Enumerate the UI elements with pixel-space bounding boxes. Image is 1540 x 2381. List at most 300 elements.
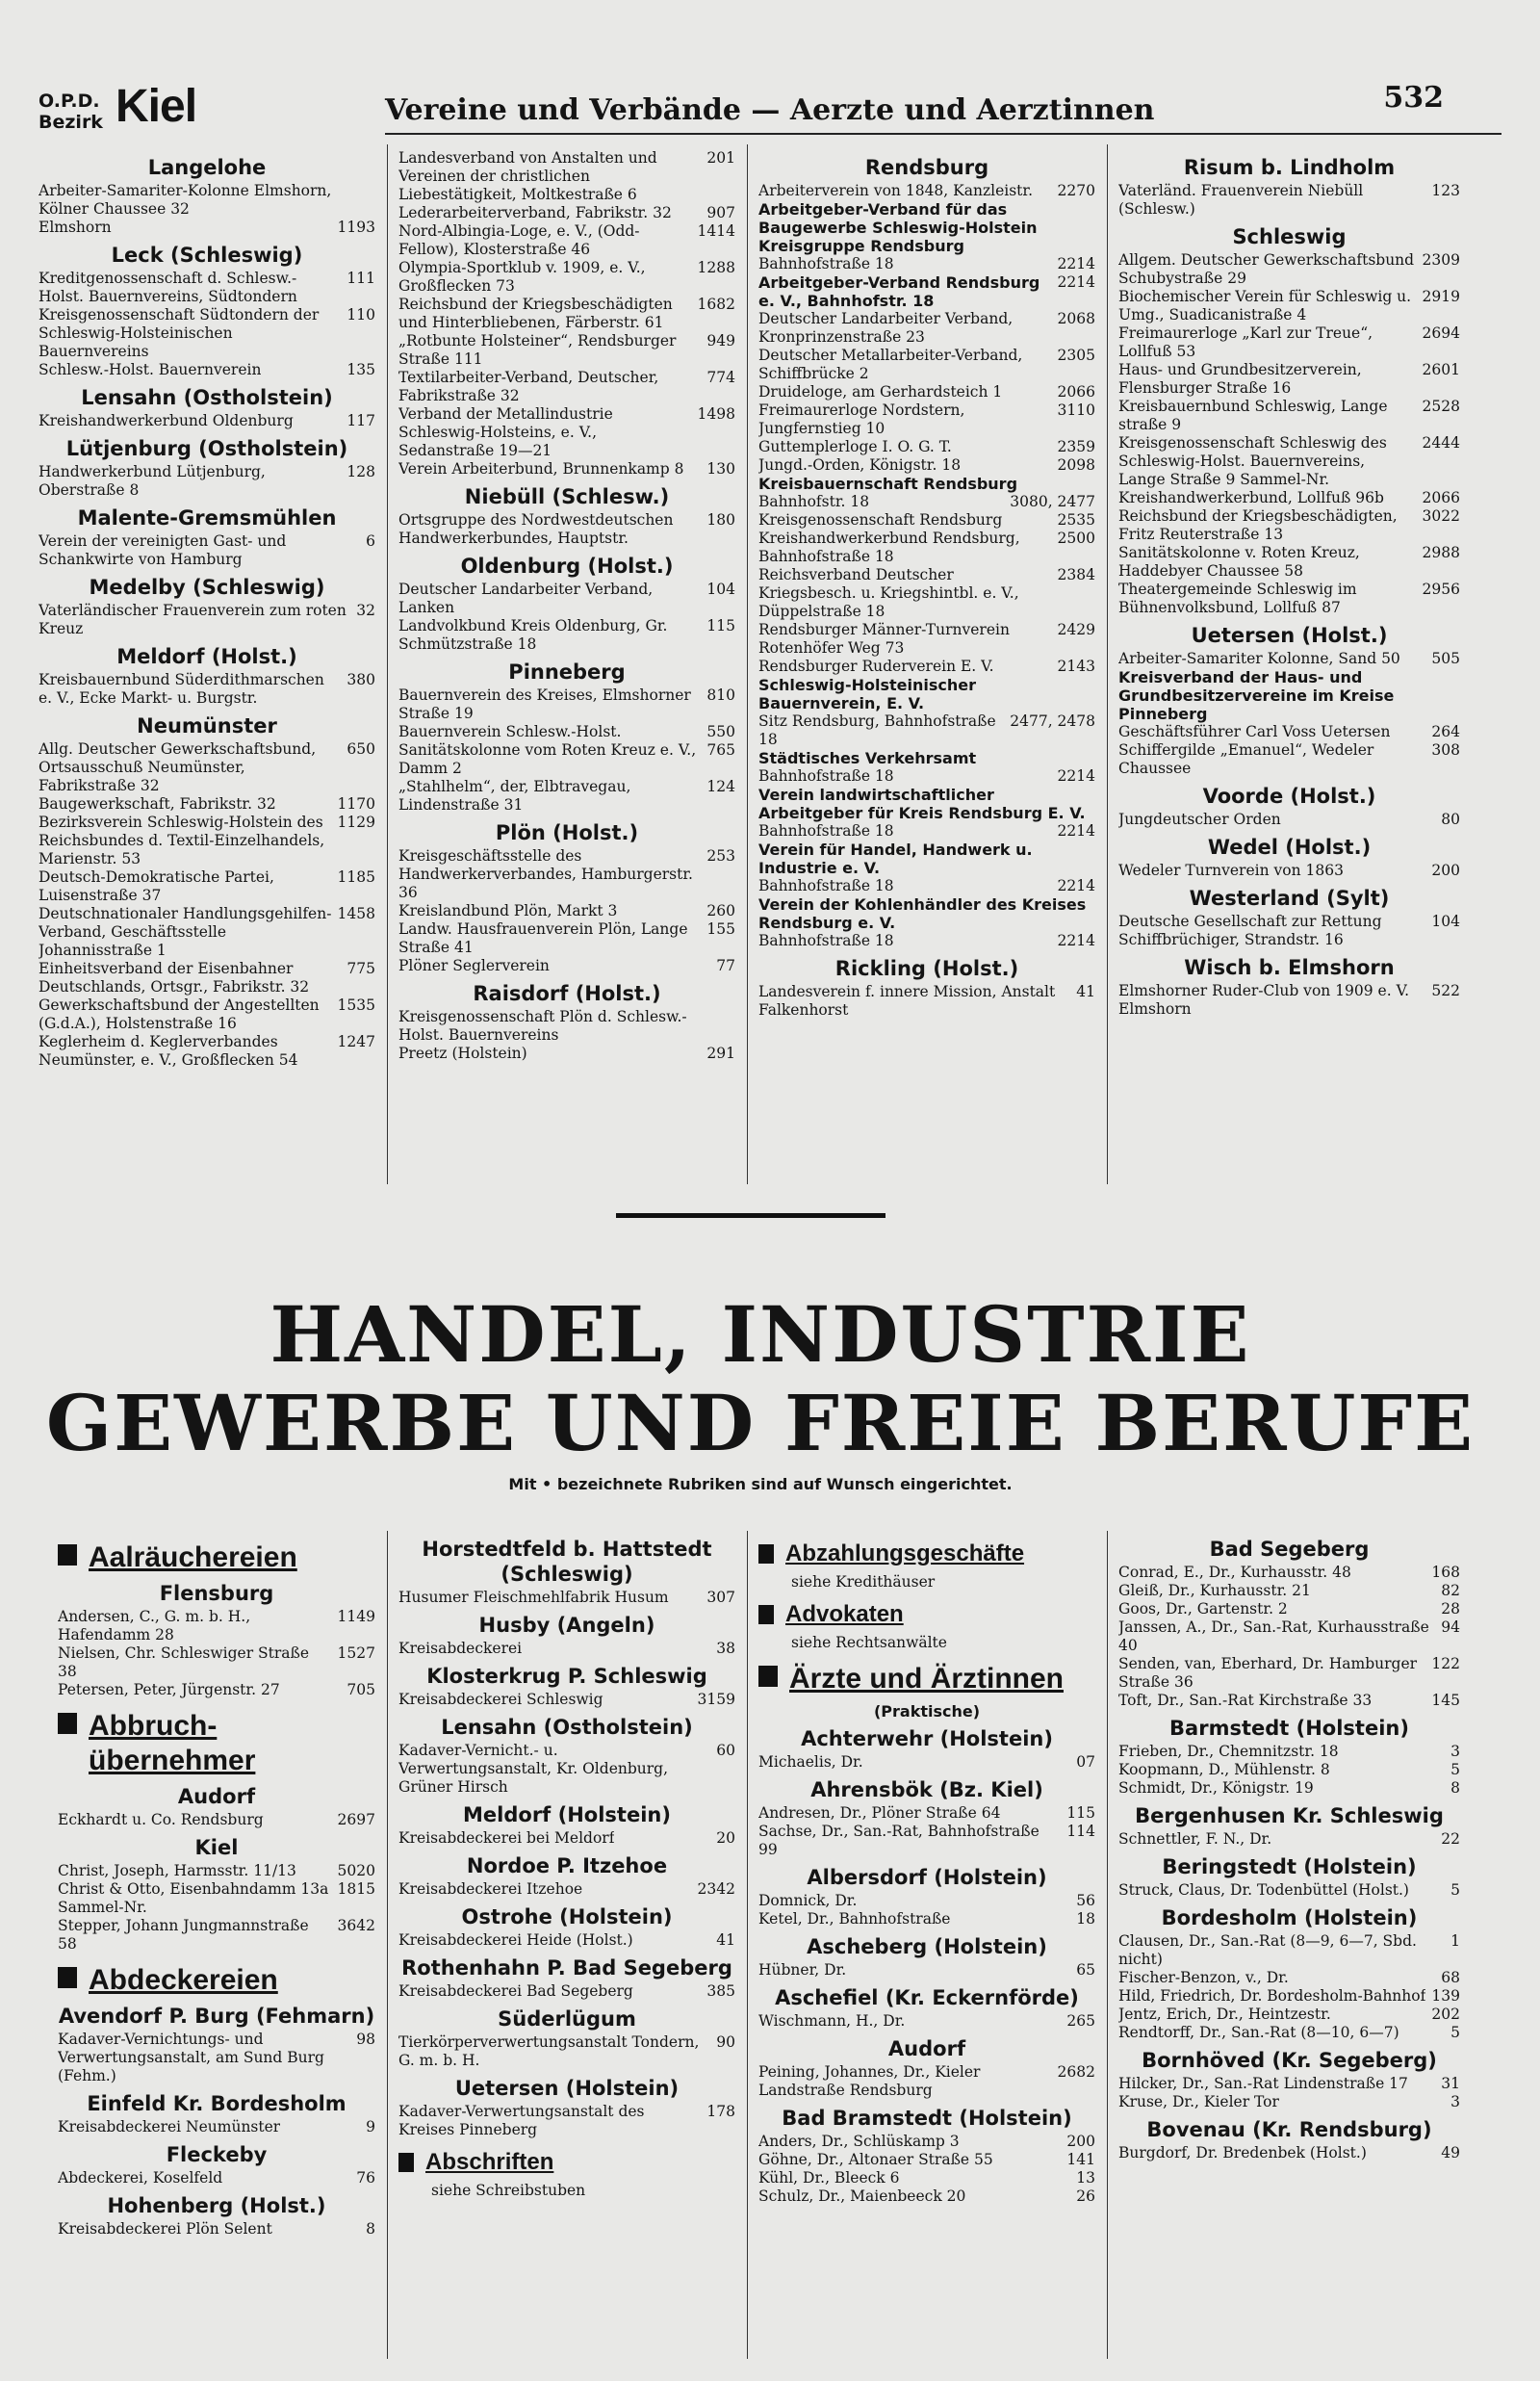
entry-name: Gewerkschaftsbund der Angestellten (G.d.A.), Holstenstraße 16	[38, 996, 320, 1032]
directory-entry	[758, 2063, 1095, 2100]
entry-name: Verein landwirtschaftlicher Arbeitgeber für Kreis Rendsburg E. V.	[758, 786, 1086, 822]
entry-number: 3022	[1422, 507, 1460, 525]
entry-number: 8	[366, 2220, 375, 2238]
directory-page	[38, 58, 1482, 2368]
entry-name: Deutsch-Demokratische Partei, Luisenstraße 37	[38, 868, 274, 904]
entry-name: Kreisgeschäftsstelle des Handwerkerverbandes, Hamburgerstr. 36	[398, 847, 693, 901]
place-heading: Klosterkrug P. Schleswig	[426, 1665, 707, 1688]
entry-name: Kreisabdeckerei Plön Selent	[58, 2220, 272, 2238]
entry-number: 135	[346, 361, 375, 378]
entry-number: 5	[1450, 2024, 1460, 2041]
entry-number: 5	[1450, 1881, 1460, 1899]
entry-name: Preetz (Holstein)	[398, 1045, 527, 1062]
entry-number: 111	[346, 270, 375, 287]
category-heading	[58, 1709, 375, 1778]
directory-entry	[398, 1742, 735, 1797]
entry-number: 2098	[1057, 456, 1095, 474]
directory-entry	[58, 1644, 375, 1681]
entry-name: Kreisbauernbund Schleswig, Lange straße 9	[1118, 398, 1388, 433]
entry-name: Janssen, A., Dr., San.-Rat, Kurhausstraße 40	[1118, 1618, 1429, 1654]
entry-number: 1170	[337, 795, 375, 813]
directory-entry	[1118, 1969, 1460, 1987]
bold-entry	[758, 273, 1095, 310]
entry-name: Clausen, Dr., San.-Rat (8—9, 6—7, Sbd. nicht)	[1118, 1932, 1417, 1968]
directory-entry	[38, 740, 375, 795]
directory-entry	[38, 270, 375, 306]
entry-number: 2477, 2478	[1010, 712, 1095, 730]
directory-entry	[58, 1681, 375, 1699]
directory-entry	[758, 182, 1095, 200]
entry-number: 82	[1441, 1582, 1460, 1599]
entry-name: Vaterländ. Frauenverein Niebüll (Schlesw.)	[1118, 182, 1364, 218]
entry-number: 41	[1076, 983, 1095, 1000]
category-heading	[58, 1963, 375, 1998]
entry-number: 115	[706, 617, 735, 634]
bullet-square-icon	[58, 1544, 77, 1566]
category-subtitle: (Praktische)	[873, 1702, 981, 1721]
entry-name: Deutscher Metallarbeiter-Verband, Schiffbrücke 2	[758, 347, 1023, 382]
entry-name: Kreditgenossenschaft d. Schlesw.-Holst. Bauernvereins, Südtondern	[38, 270, 297, 305]
entry-number: 1247	[337, 1033, 375, 1050]
entry-name: Haus- und Grundbesitzerverein, Flensburger Straße 16	[1118, 361, 1362, 397]
directory-entry	[398, 741, 735, 778]
directory-entry	[1118, 489, 1460, 507]
directory-entry	[398, 204, 735, 222]
directory-entry	[758, 1892, 1095, 1910]
section-divider-bar	[616, 1213, 886, 1218]
place-heading: Ahrensbök (Bz. Kiel)	[810, 1778, 1043, 1801]
entry-name: Kadaver-Verwertungsanstalt des Kreises Pinneberg	[398, 2103, 645, 2138]
directory-entry	[758, 2169, 1095, 2187]
entry-number: 68	[1441, 1969, 1460, 1986]
entry-number: 650	[346, 740, 375, 758]
directory-entry	[1118, 1564, 1460, 1582]
place-heading: Aschefiel (Kr. Eckernförde)	[775, 1986, 1079, 2009]
entry-name: Landesverband von Anstalten und Vereinen der christlichen Liebestätigkeit, Moltkestraße 6	[398, 149, 657, 203]
directory-entry	[1118, 1582, 1460, 1600]
place-heading: Bergenhusen Kr. Schleswig	[1135, 1804, 1444, 1827]
place-heading: Bad Bramstedt (Holstein)	[782, 2107, 1072, 2130]
category-heading	[758, 1662, 1095, 1696]
entry-name: Schnettler, F. N., Dr.	[1118, 1830, 1272, 1848]
place-heading: Leck (Schleswig)	[111, 244, 303, 267]
entry-name: Wedeler Turnverein von 1863	[1118, 862, 1344, 879]
entry-number: 550	[706, 723, 735, 740]
directory-entry	[398, 460, 735, 479]
directory-entry	[758, 822, 1095, 841]
entry-name: Handwerkerbund Lütjenburg, Oberstraße 8	[38, 463, 266, 499]
entry-number: 522	[1431, 982, 1460, 999]
entry-name: Kreisgenossenschaft Plön d. Schlesw.-Holst. Bauernvereins	[398, 1008, 687, 1044]
entry-name: Kreisabdeckerei Schleswig	[398, 1691, 603, 1708]
entry-name: Bauernverein des Kreises, Elmshorner Straße 19	[398, 686, 691, 722]
place-heading: Meldorf (Holst.)	[116, 645, 297, 668]
entry-name: Verein der Kohlenhändler des Kreises Rendsburg e. V.	[758, 895, 1087, 932]
entry-name: Arbeiter-Samariter Kolonne, Sand 50	[1118, 650, 1400, 667]
entry-number: 56	[1076, 1892, 1095, 1909]
bold-entry	[1118, 668, 1460, 723]
entry-name: Keglerheim d. Keglerverbandes Neumünster, e. V., Großflecken 54	[38, 1033, 298, 1069]
entry-name: Deutsche Gesellschaft zur Rettung Schiffbrüchiger, Strandstr. 16	[1118, 913, 1382, 948]
entry-name: Textilarbeiter-Verband, Deutscher, Fabrikstraße 32	[398, 369, 659, 404]
place-heading: Langelohe	[147, 156, 267, 179]
entry-name: Freimaurerloge „Karl zur Treue“, Lollfuß 53	[1118, 324, 1373, 360]
directory-entry	[398, 1008, 735, 1045]
directory-entry	[38, 361, 375, 379]
directory-entry	[38, 671, 375, 708]
entry-name: Deutscher Landarbeiter Verband, Lanken	[398, 581, 654, 616]
place-heading: Albersdorf (Holstein)	[807, 1866, 1047, 1889]
directory-entry	[398, 617, 735, 654]
entry-name: Arbeitgeber-Verband Rendsburg e. V., Bahnhofstr. 18	[758, 273, 1040, 310]
entry-number: 260	[706, 902, 735, 919]
entry-name: Michaelis, Dr.	[758, 1753, 863, 1771]
directory-entry	[758, 255, 1095, 273]
directory-entry	[38, 795, 375, 814]
entry-number: 201	[706, 149, 735, 167]
bold-entry	[758, 475, 1095, 493]
directory-entry	[398, 511, 735, 548]
directory-entry	[38, 868, 375, 905]
directory-entry	[1118, 1932, 1460, 1969]
entry-name: Fischer-Benzon, v., Dr.	[1118, 1969, 1289, 1986]
entry-number: 26	[1076, 2187, 1095, 2205]
page-number: 532	[1383, 81, 1444, 115]
directory-entry	[398, 723, 735, 741]
section-note: Mit • bezeichnete Rubriken sind auf Wunsch eingerichtet.	[508, 1475, 1013, 1493]
entry-name: Stepper, Johann Jungmannstraße 58	[58, 1917, 309, 1953]
bold-entry	[758, 676, 1095, 712]
entry-name: Reichsbund der Kriegsbeschädigten, Fritz Reuterstraße 13	[1118, 507, 1398, 543]
entry-number: 1815	[337, 1880, 375, 1898]
place-heading: Medelby (Schleswig)	[89, 576, 325, 599]
entry-number: 2068	[1057, 310, 1095, 327]
directory-entry	[38, 532, 375, 569]
place-heading: Ascheberg (Holstein)	[807, 1935, 1047, 1958]
directory-entry	[398, 149, 735, 204]
entry-name: Hübner, Dr.	[758, 1961, 847, 1979]
place-heading: Kiel	[194, 1836, 239, 1859]
entry-number: 110	[346, 306, 375, 324]
directory-entry	[758, 401, 1095, 438]
directory-entry	[758, 658, 1095, 676]
entry-name: Kadaver-Vernichtungs- und Verwertungsanstalt, am Sund Burg (Fehm.)	[58, 2031, 324, 2084]
directory-entry	[1118, 1618, 1460, 1655]
bullet-square-icon	[58, 1713, 77, 1734]
entry-name: Arbeiter-Samariter-Kolonne Elmshorn, Kölner Chaussee 32	[38, 182, 332, 218]
directory-entry	[398, 1640, 735, 1658]
entry-number: 1185	[337, 868, 375, 886]
entry-name: Kreisabdeckerei Itzehoe	[398, 1880, 583, 1898]
entry-number: 07	[1076, 1753, 1095, 1771]
entry-number: 1	[1450, 1932, 1460, 1950]
entry-name: Kreishandwerkerbund Rendsburg, Bahnhofstraße 18	[758, 530, 1020, 565]
entry-number: 145	[1431, 1692, 1460, 1709]
entry-number: 3642	[337, 1917, 375, 1934]
directory-entry	[1118, 2144, 1460, 2162]
entry-name: Gleiß, Dr., Kurhausstr. 21	[1118, 1582, 1311, 1599]
bullet-square-icon	[398, 2153, 414, 2172]
entry-name: Lederarbeiterverband, Fabrikstr. 32	[398, 204, 672, 221]
entry-name: Tierkörperverwertungsanstalt Tondern, G. m. b. H.	[398, 2033, 700, 2069]
place-heading: Bornhöved (Kr. Segeberg)	[1142, 2049, 1437, 2072]
place-heading: Niebüll (Schlesw.)	[464, 485, 670, 508]
directory-entry	[758, 877, 1095, 895]
entry-name: Geschäftsführer Carl Voss Uetersen	[1118, 723, 1391, 740]
directory-entry	[758, 530, 1095, 566]
entry-number: 1527	[337, 1644, 375, 1662]
entry-name: Husumer Fleischmehlfabrik Husum	[398, 1589, 669, 1606]
directory-entry	[1118, 723, 1460, 741]
directory-entry	[38, 1033, 375, 1070]
entry-name: Bezirksverein Schleswig-Holstein des Reichsbundes d. Textil-Einzelhandels, Marienstr. 53	[38, 814, 325, 867]
entry-number: 2535	[1057, 511, 1095, 529]
entry-name: Toft, Dr., San.-Rat Kirchstraße 33	[1118, 1692, 1373, 1709]
place-heading: Audorf	[887, 2037, 966, 2060]
directory-entry	[398, 1829, 735, 1848]
entry-number: 1193	[337, 219, 375, 236]
entry-number: 2214	[1057, 767, 1095, 785]
category-label: Aalräuchereien	[89, 1541, 297, 1573]
entry-name: Verband der Metallindustrie Schleswig-Holsteins, e. V., Sedanstraße 19—21	[398, 405, 613, 459]
entry-number: 13	[1076, 2169, 1095, 2187]
bold-entry	[758, 749, 1095, 767]
place-heading: Nordoe P. Itzehoe	[466, 1854, 668, 1877]
directory-entry	[1118, 434, 1460, 489]
place-heading: Fleckeby	[166, 2143, 268, 2166]
entry-name: Schmidt, Dr., Königstr. 19	[1118, 1779, 1314, 1797]
directory-entry	[398, 1982, 735, 2001]
directory-entry	[758, 932, 1095, 950]
directory-entry	[758, 456, 1095, 475]
see-reference: siehe Rechtsanwälte	[791, 1634, 947, 1651]
column-divider	[747, 1531, 748, 2359]
directory-entry	[38, 814, 375, 868]
entry-number: 9	[366, 2118, 375, 2135]
place-heading: Risum b. Lindholm	[1183, 156, 1396, 179]
directory-entry	[758, 347, 1095, 383]
place-heading: Süderlügum	[498, 2007, 636, 2031]
bold-entry	[758, 200, 1095, 255]
directory-entry	[758, 1804, 1095, 1823]
place-heading: Plön (Holst.)	[495, 821, 639, 844]
entry-name: Ortsgruppe des Nordwestdeutschen Handwerkerbundes, Hauptstr.	[398, 511, 674, 547]
directory-entry	[758, 310, 1095, 347]
entry-number: 38	[716, 1640, 735, 1657]
entry-name: Verein für Handel, Handwerk u. Industrie e. V.	[758, 841, 1033, 877]
page-title: Vereine und Verbände — Aerzte und Aerztinnen	[385, 93, 1155, 127]
directory-entry	[398, 259, 735, 296]
bullet-square-icon	[758, 1605, 774, 1624]
entry-number: 2429	[1057, 621, 1095, 638]
entry-number: 155	[706, 920, 735, 938]
directory-entry	[758, 2133, 1095, 2151]
directory-entry	[398, 2033, 735, 2070]
entry-name: „Stahlhelm“, der, Elbtravegau, Lindenstraße 31	[398, 778, 631, 814]
bullet-square-icon	[758, 1544, 774, 1564]
entry-name: Bahnhofstraße 18	[758, 877, 894, 894]
entry-number: 2601	[1422, 361, 1460, 378]
entry-number: 90	[716, 2033, 735, 2051]
see-reference: siehe Kredithäuser	[791, 1573, 936, 1591]
section-title: HANDEL, INDUSTRIE GEWERBE UND FREIE BERUFE	[45, 1289, 1476, 1468]
directory-entry	[58, 2169, 375, 2187]
place-heading: Voorde (Holst.)	[1202, 785, 1376, 808]
category-heading	[758, 1540, 1095, 1567]
entry-name: Schulz, Dr., Maienbeeck 20	[758, 2187, 966, 2205]
entry-name: Landw. Hausfrauenverein Plön, Lange Straße 41	[398, 920, 688, 956]
directory-entry	[38, 960, 375, 996]
entry-number: 2309	[1422, 251, 1460, 269]
entry-number: 178	[706, 2103, 735, 2120]
place-heading: Ostrohe (Holstein)	[461, 1905, 673, 1928]
entry-number: 122	[1431, 1655, 1460, 1672]
entry-number: 380	[346, 671, 375, 688]
entry-number: 114	[1066, 1823, 1095, 1840]
entry-number: 2682	[1057, 2063, 1095, 2081]
entry-name: Kadaver-Vernicht.- u. Verwertungsanstalt, Kr. Oldenburg, Grüner Hirsch	[398, 1742, 669, 1796]
entry-name: Verein der vereinigten Gast- und Schankwirte von Hamburg	[38, 532, 287, 568]
place-heading: Neumünster	[137, 714, 277, 738]
entry-name: Sanitätskolonne v. Roten Kreuz, Haddebyer Chaussee 58	[1118, 544, 1360, 580]
entry-number: 2500	[1057, 530, 1095, 547]
directory-entry	[758, 383, 1095, 401]
place-heading: Bad Segeberg	[1209, 1538, 1370, 1561]
entry-name: Allgem. Deutscher Gewerkschaftsbund Schubystraße 29	[1118, 251, 1415, 287]
entry-name: Guttemplerloge I. O. G. T.	[758, 438, 952, 455]
directory-entry	[38, 602, 375, 638]
entry-name: Theatergemeinde Schleswig im Bühnenvolksbund, Lollfuß 87	[1118, 581, 1357, 616]
directory-entry	[1118, 324, 1460, 361]
entry-number: 130	[706, 460, 735, 478]
directory-entry	[1118, 1600, 1460, 1618]
entry-number: 104	[1431, 913, 1460, 930]
directory-entry	[1118, 288, 1460, 324]
entry-name: Jungd.-Orden, Königstr. 18	[758, 456, 962, 474]
entry-number: 94	[1441, 1618, 1460, 1636]
place-heading: Malente-Gremsmühlen	[77, 506, 337, 530]
entry-name: Rendsburger Ruderverein E. V.	[758, 658, 994, 675]
entry-number: 2988	[1422, 544, 1460, 561]
entry-name: Burgdorf, Dr. Bredenbek (Holst.)	[1118, 2144, 1367, 2161]
entry-name: „Rotbunte Holsteiner“, Rendsburger Straße 111	[398, 332, 677, 368]
directory-entry	[758, 2012, 1095, 2031]
place-heading: Barmstedt (Holstein)	[1169, 1717, 1409, 1740]
entry-number: 2214	[1057, 932, 1095, 949]
category-heading	[398, 2149, 735, 2176]
directory-entry	[58, 2220, 375, 2239]
entry-number: 180	[706, 511, 735, 529]
directory-entry	[1118, 913, 1460, 949]
category-label: Abbruch-übernehmer	[89, 1710, 256, 1776]
directory-entry	[38, 306, 375, 361]
entry-name: Hilcker, Dr., San.-Rat Lindenstraße 17	[1118, 2075, 1408, 2092]
entry-number: 8	[1450, 1779, 1460, 1797]
entry-name: Schlesw.-Holst. Bauernverein	[38, 361, 262, 378]
directory-entry	[58, 1608, 375, 1644]
directory-entry	[58, 2031, 375, 2085]
entry-number: 2384	[1057, 566, 1095, 583]
directory-entry	[1118, 1761, 1460, 1779]
entry-number: 307	[706, 1589, 735, 1606]
directory-entry	[1118, 1743, 1460, 1761]
category-label: Ärzte und Ärztinnen	[789, 1663, 1064, 1695]
entry-number: 6	[366, 532, 375, 550]
entry-number: 2066	[1422, 489, 1460, 506]
directory-entry	[58, 2118, 375, 2136]
directory-entry	[58, 1862, 375, 1880]
entry-number: 3159	[697, 1691, 735, 1708]
directory-entry	[38, 412, 375, 430]
entry-name: Reichsbund der Kriegsbeschädigten und Hinterbliebenen, Färberstr. 61	[398, 296, 673, 331]
entry-name: Göhne, Dr., Altonaer Straße 55	[758, 2151, 993, 2168]
entry-name: Sitz Rendsburg, Bahnhofstraße 18	[758, 712, 996, 748]
entry-name: Jentz, Erich, Dr., Heintzestr.	[1118, 2006, 1331, 2023]
entry-number: 3110	[1057, 401, 1095, 419]
entry-name: Christ & Otto, Eisenbahndamm 13a Sammel-Nr.	[58, 1880, 329, 1916]
directory-entry	[758, 438, 1095, 456]
entry-name: Jungdeutscher Orden	[1118, 811, 1281, 828]
place-heading: Bordesholm (Holstein)	[1161, 1906, 1418, 1929]
entry-number: 774	[706, 369, 735, 386]
entry-name: Bahnhofstraße 18	[758, 767, 894, 785]
directory-entry	[1118, 650, 1460, 668]
place-heading: Wisch b. Elmshorn	[1184, 956, 1395, 979]
column-divider	[387, 144, 388, 1184]
entry-number: 202	[1431, 2006, 1460, 2023]
place-heading: Rothenhahn P. Bad Segeberg	[401, 1956, 732, 1980]
directory-entry	[1118, 2024, 1460, 2042]
entry-name: Biochemischer Verein für Schleswig u. Umg., Suadicanistraße 4	[1118, 288, 1412, 324]
place-heading: Schleswig	[1232, 225, 1347, 248]
entry-number: 124	[706, 778, 735, 795]
entry-number: 2919	[1422, 288, 1460, 305]
entry-number: 2214	[1057, 822, 1095, 840]
entry-name: Kreisabdeckerei Heide (Holst.)	[398, 1931, 633, 1949]
entry-name: Nord-Albingia-Loge, e. V., (Odd-Fellow), Klosterstraße 46	[398, 222, 640, 258]
entry-number: 41	[716, 1931, 735, 1949]
entry-name: Hild, Friedrich, Dr. Bordesholm-Bahnhof	[1118, 1987, 1426, 2005]
directory-entry	[758, 1910, 1095, 1928]
directory-entry	[398, 686, 735, 723]
entry-number: 200	[1066, 2133, 1095, 2150]
entry-number: 128	[346, 463, 375, 480]
entry-number: 20	[716, 1829, 735, 1847]
entry-name: Baugewerkschaft, Fabrikstr. 32	[38, 795, 276, 813]
directory-entry	[1118, 1987, 1460, 2006]
directory-entry	[58, 1880, 375, 1917]
entry-name: Wischmann, H., Dr.	[758, 2012, 906, 2030]
directory-entry	[758, 1961, 1095, 1980]
entry-number: 2270	[1057, 182, 1095, 199]
entry-number: 308	[1431, 741, 1460, 759]
entry-name: Conrad, E., Dr., Kurhausstr. 48	[1118, 1564, 1351, 1581]
entry-name: Arbeiterverein von 1848, Kanzleistr.	[758, 182, 1034, 199]
directory-entry	[398, 1691, 735, 1709]
directory-entry	[398, 405, 735, 460]
entry-name: Freimaurerloge Nordstern, Jungfernstieg 10	[758, 401, 965, 437]
place-heading: Avendorf P. Burg (Fehmarn)	[58, 2005, 375, 2028]
entry-name: Bahnhofstraße 18	[758, 255, 894, 272]
directory-entry	[1118, 982, 1460, 1019]
column-divider	[387, 1531, 388, 2359]
entry-number: 253	[706, 847, 735, 865]
entry-number: 3	[1450, 2093, 1460, 2110]
directory-entry	[38, 219, 375, 237]
opd-label: O.P.D. Bezirk	[38, 91, 103, 133]
category-label: Abzahlungsgeschäfte	[785, 1540, 1025, 1566]
directory-entry	[1118, 544, 1460, 581]
